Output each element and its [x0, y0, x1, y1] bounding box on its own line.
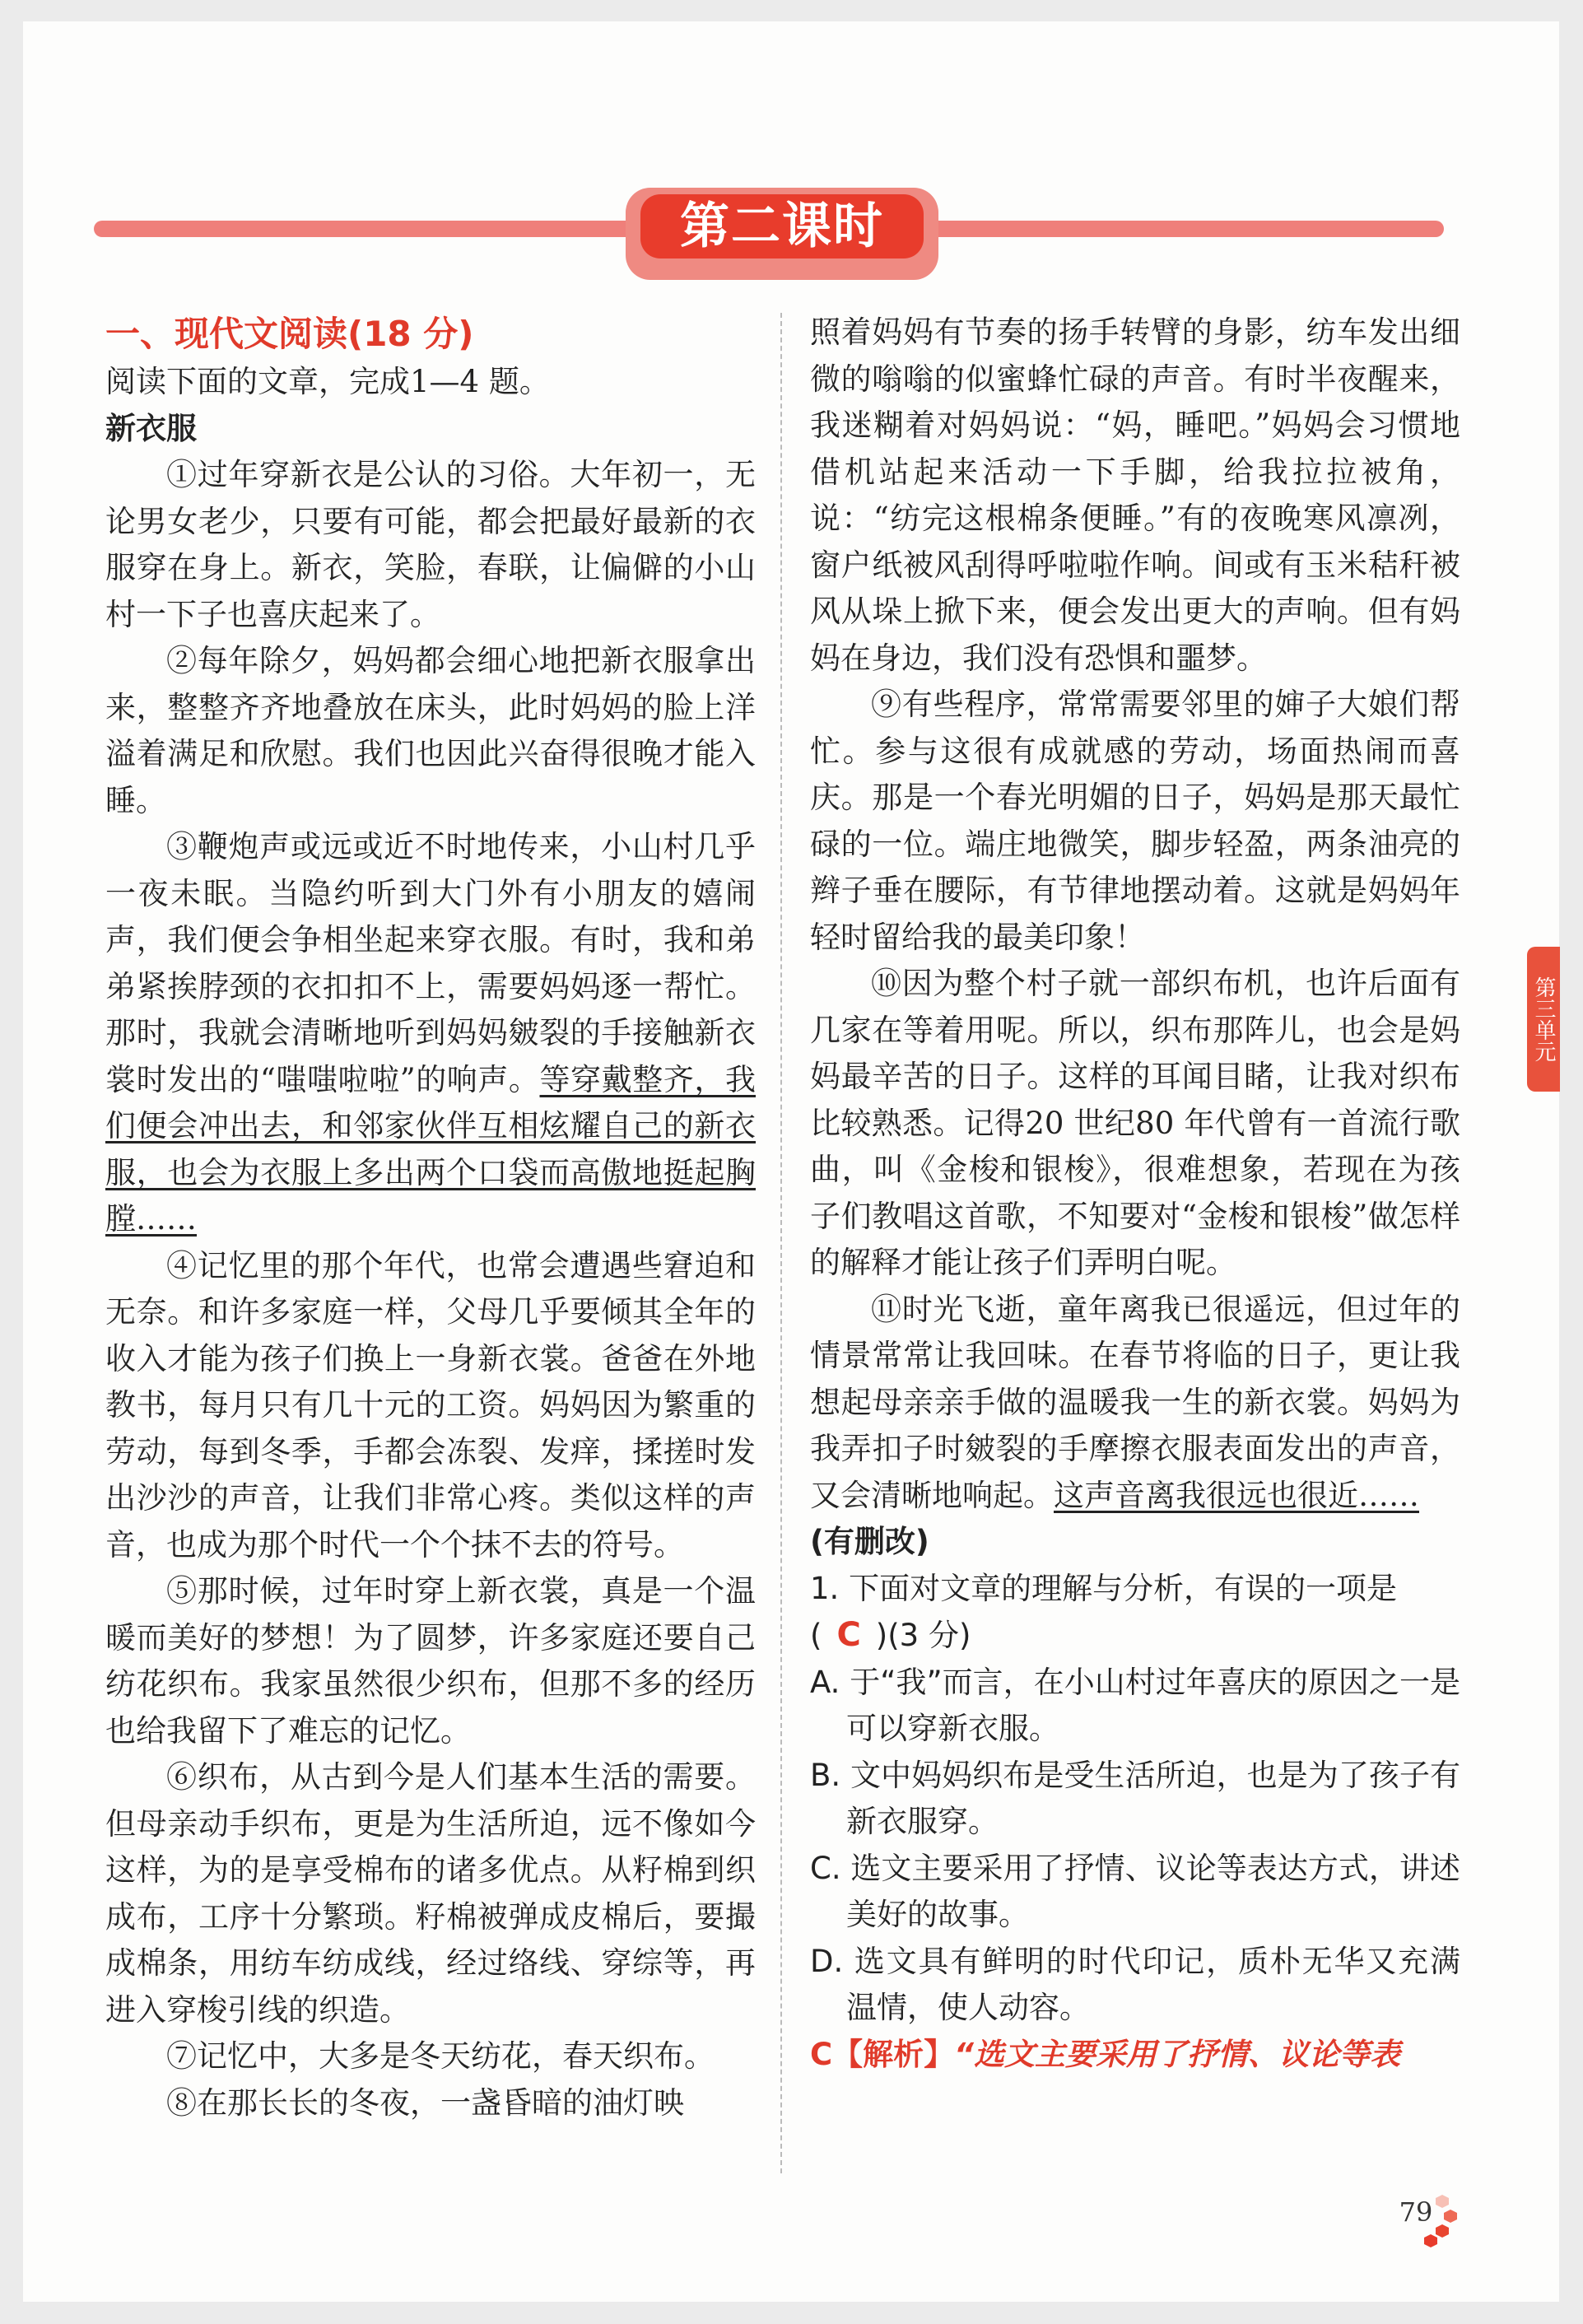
answer-score: )(3 分) [875, 1618, 971, 1653]
paragraph-11 [810, 1287, 1460, 1520]
column-divider [780, 313, 782, 2173]
paragraph-6: ⑥织布，从古到今是人们基本生活的需要。但母亲动手织布，更是为生活所迫，远不像如今这样，为的是享受棉布的诸多优点。从籽棉到织成布，工序十分繁琐。籽棉被弹成皮棉后，要撮成棉条，用纺车纺成线，经过络线、穿综等，再进入穿梭引线的织造。 [105, 1759, 756, 2028]
paragraph-7: ⑦记忆中，大多是冬天纺花，春天织布。 [166, 2038, 715, 2074]
analysis [810, 2032, 1460, 2079]
left-column [105, 310, 756, 2126]
option-c: C. 选文主要采用了抒情、议论等表达方式，讲述美好的故事。 [810, 1850, 1460, 1932]
answer-open-paren: ( [810, 1618, 822, 1653]
analysis-text: “选文主要采用了抒情、议论等表 [954, 2036, 1400, 2072]
paragraph-3 [105, 824, 756, 1243]
paragraph-8: ⑧在那长长的冬夜，一盏昏暗的油灯映 [166, 2084, 684, 2121]
option-d: D. 选文具有鲜明的时代印记，质朴无华又充满温情，使人动容。 [810, 1943, 1460, 2025]
source-note: (有删改) [810, 1524, 929, 1559]
paragraph-8-continued: 照着妈妈有节奏的扬手转臂的身影，纺车发出细微的嗡嗡的似蜜蜂忙碌的声音。有时半夜醒来，我迷糊着对妈妈说：“妈，睡吧。”妈妈会习惯地借机站起来活动一下手脚，给我拉拉被角，说：“纺完这根棉条便睡。”有的夜晚寒风凛冽，窗户纸被风刮得呼啦啦作响。间或有玉米秸秆被风从垛上掀下来，便会发出更大的声响。但有妈妈在身边，我们没有恐惧和噩梦。 [810, 314, 1460, 676]
paragraph-2: ②每年除夕，妈妈都会细心地把新衣服拿出来，整整齐齐地叠放在床头，此时妈妈的脸上洋溢着满足和欣慰。我们也因此兴奋得很晚才能入睡。 [105, 643, 756, 818]
paragraph-4: ④记忆里的那个年代，也常会遭遇些窘迫和无奈。和许多家庭一样，父母几乎要倾其全年的收入才能为孩子们换上一身新衣裳。爸爸在外地教书，每月只有几十元的工资。妈妈因为繁重的劳动，每到冬季，手都会冻裂、发痒，揉搓时发出沙沙的声音，让我们非常心疼。类似这样的声音，也成为那个时代一个个抹不去的符号。 [105, 1247, 756, 1563]
right-column [810, 310, 1460, 2078]
question-1-answer [810, 1612, 1460, 1660]
article-title: 新衣服 [105, 410, 197, 446]
paragraph-9: ⑨有些程序，常常需要邻里的婶子大娘们帮忙。参与这很有成就感的劳动，场面热闹而喜庆。那是一个春光明媚的日子，妈妈是那天最忙碌的一位。端庄地微笑，脚步轻盈，两条油亮的辫子垂在腰际，有节律地摆动着。这就是妈妈年轻时留给我的最美印象！ [810, 687, 1460, 955]
question-1-stem: 1. 下面对文章的理解与分析，有误的一项是 [810, 1570, 1398, 1606]
analysis-label: C【解析】 [810, 2036, 955, 2072]
paragraph-1: ①过年穿新衣是公认的习俗。大年初一，无论男女老少，只要有可能，都会把最好最新的衣服穿在身上。新衣，笑脸，春联，让偏僻的小山村一下子也喜庆起来了。 [105, 457, 756, 632]
paragraph-11-text: ⑪时光飞逝，童年离我已很遥远，但过年的情景常常让我回味。在春节将临的日子，更让我想起母亲亲手做的温暖我一生的新衣裳。妈妈为我弄扣子时皴裂的手摩擦衣服表面发出的声音，又会清晰地响起。 [810, 1291, 1460, 1513]
answer-letter: C [836, 1616, 861, 1654]
underlined-sentence-1: 等穿戴整齐，我们便会冲出去，和邻家伙伴互相炫耀自己的新衣服，也会为衣服上多出两个口袋而高傲地挺起胸膛…… [105, 1061, 756, 1237]
option-a: A. 于“我”而言，在小山村过年喜庆的原因之一是可以穿新衣服。 [810, 1664, 1460, 1746]
page-number: 79 [1399, 2196, 1433, 2228]
paragraph-3-text: ③鞭炮声或远或近不时地传来，小山村几乎一夜未眠。当隐约听到大门外有小朋友的嬉闹声，我们便会争相坐起来穿衣服。有时，我和弟弟紧挨脖颈的衣扣扣不上，需要妈妈逐一帮忙。那时，我就会清晰地听到妈妈皴裂的手接触新衣裳时发出的“嗤嗤啦啦”的响声。 [105, 829, 756, 1097]
instruction: 阅读下面的文章，完成1—4 题。 [105, 364, 550, 399]
paragraph-10: ⑩因为整个村子就一部织布机，也许后面有几家在等着用呢。所以，织布那阵儿，也会是妈妈最辛苦的日子。这样的耳闻目睹，让我对织布比较熟悉。记得20 世纪80 年代曾有一首流行歌曲，叫《金梭和银梭》，很难想象，若现在为孩子们教唱这首歌，不知要对“金梭和银梭”做怎样的解释才能让孩子们弄明白呢。 [810, 966, 1460, 1280]
page-title: 第二课时 [640, 194, 924, 258]
section-title: 一、现代文阅读(18 分) [105, 314, 474, 354]
unit-side-tab: 第三单元 [1527, 947, 1560, 1092]
underlined-sentence-2: 这声音离我很远也很近…… [1054, 1477, 1419, 1513]
option-b: B. 文中妈妈织布是受生活所迫，也是为了孩子有新衣服穿。 [810, 1757, 1460, 1839]
paragraph-5: ⑤那时候，过年时穿上新衣裳，真是一个温暖而美好的梦想！为了圆梦，许多家庭还要自己纺花织布。我家虽然很少织布，但那不多的经历也给我留下了难忘的记忆。 [105, 1573, 756, 1749]
